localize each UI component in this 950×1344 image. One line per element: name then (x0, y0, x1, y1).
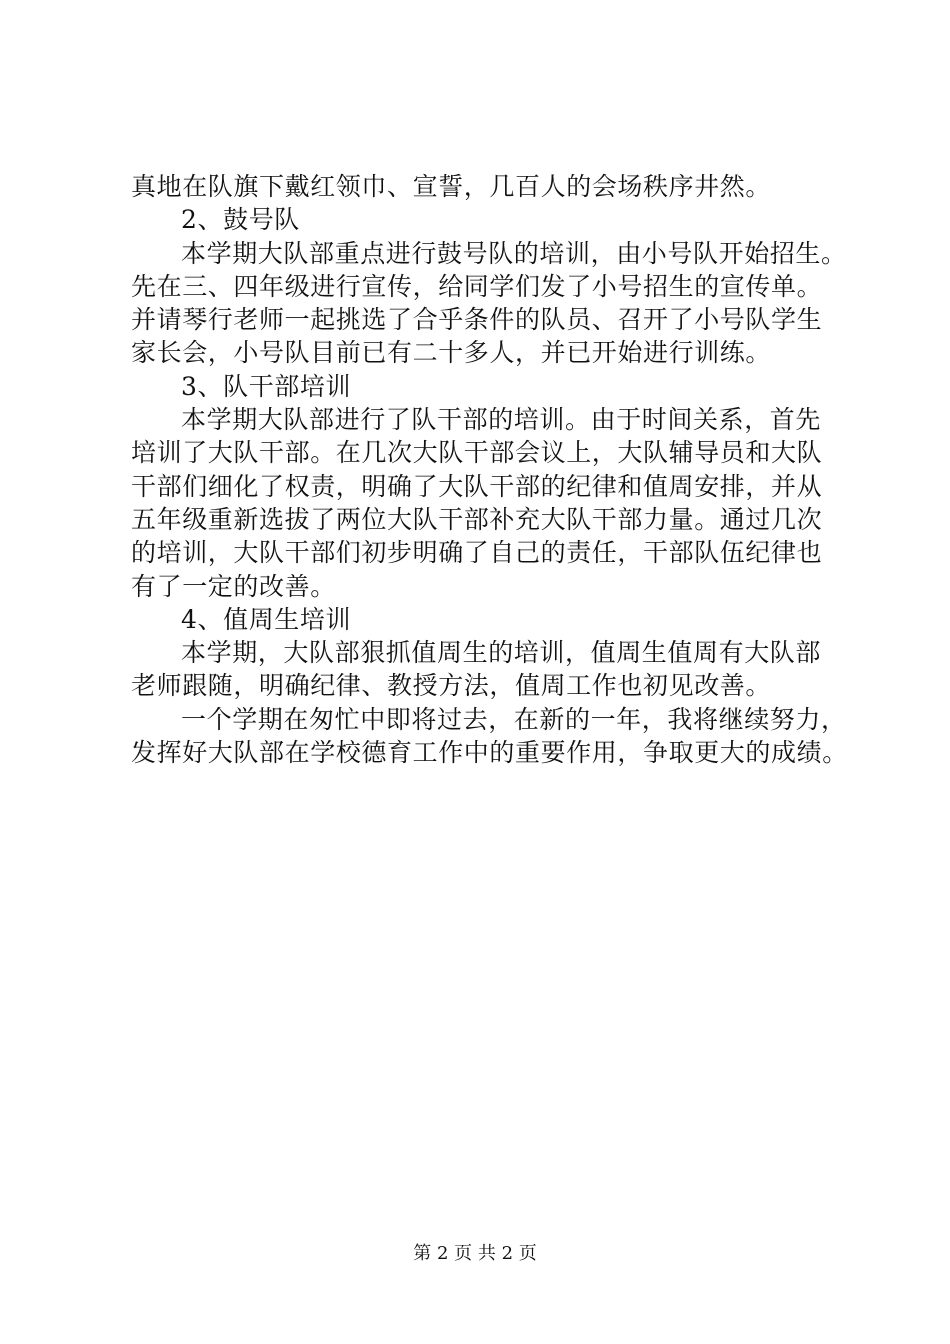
text-line: 的培训，大队干部们初步明确了自己的责任，干部队伍纪律也 (131, 538, 823, 568)
text-line: 真地在队旗下戴红领巾、宣誓，几百人的会场秩序井然。 (131, 172, 772, 201)
text-line: 并请琴行老师一起挑选了合乎条件的队员、召开了小号队学生 (131, 305, 823, 335)
text-line: 五年级重新选拔了两位大队干部补充大队干部力量。通过几次 (131, 504, 823, 534)
section-heading-drum-corps: 2、鼓号队 (181, 205, 300, 235)
document-body (131, 170, 861, 769)
text-line: 本学期大队部重点进行鼓号队的培训，由小号队开始招生。 (181, 238, 847, 268)
text-line: 有了一定的改善。 (131, 571, 336, 601)
text-line: 老师跟随，明确纪律、教授方法，值周工作也初见改善。 (131, 671, 772, 701)
text-line: 家长会，小号队目前已有二十多人，并已开始进行训练。 (131, 338, 772, 368)
text-line: 干部们细化了权责，明确了大队干部的纪律和值周安排，并从 (131, 471, 823, 501)
text-line: 发挥好大队部在学校德育工作中的重要作用，争取更大的成绩。 (131, 738, 848, 768)
text-line: 培训了大队干部。在几次大队干部会议上，大队辅导员和大队 (131, 438, 823, 468)
text-line: 一个学期在匆忙中即将过去，在新的一年，我将继续努力， (181, 704, 847, 734)
section-heading-duty-student-training: 4、值周生培训 (181, 604, 352, 634)
section-heading-cadre-training: 3、队干部培训 (181, 371, 352, 401)
text-line: 本学期，大队部狠抓值周生的培训，值周生值周有大队部 (181, 638, 822, 668)
page-footer: 第 2 页 共 2 页 (413, 1243, 537, 1264)
text-line: 本学期大队部进行了队干部的培训。由于时间关系，首先 (181, 405, 822, 435)
text-line: 先在三、四年级进行宣传，给同学们发了小号招生的宣传单。 (131, 271, 823, 301)
